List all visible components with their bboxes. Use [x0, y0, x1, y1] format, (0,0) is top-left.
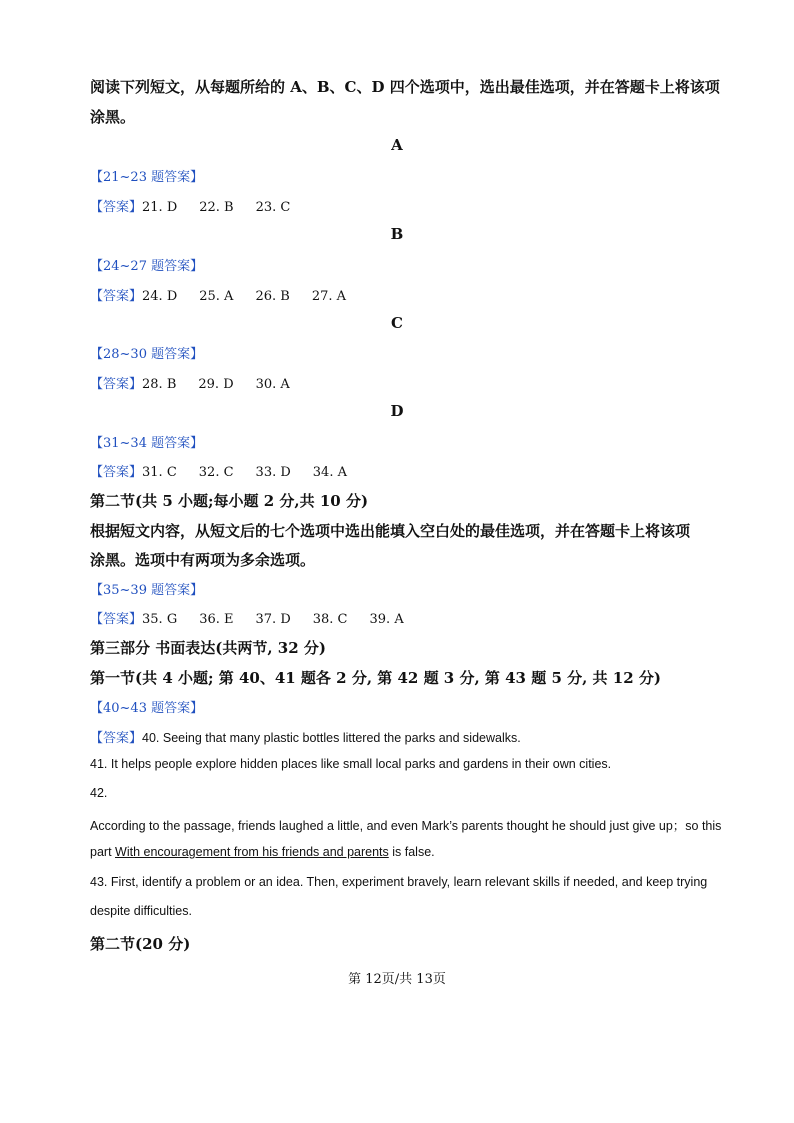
answer-item: 32. C — [198, 465, 234, 480]
answer-item: 36. E — [199, 612, 234, 627]
answer-42-underlined: With encouragement from his friends and parents — [115, 845, 389, 859]
answer-42-part: part — [90, 845, 116, 859]
answer-tag: 【答案】 — [90, 730, 143, 745]
section-c-letter: C — [391, 314, 403, 332]
section-d-letter: D — [390, 402, 404, 420]
answer-item: 30. A — [255, 377, 290, 392]
answer-item: 28. B — [142, 377, 177, 392]
section-d-answers — [90, 461, 369, 480]
answer-tag: 【答案】 — [90, 377, 143, 392]
answer-item: 22. B — [199, 200, 234, 215]
section-b-header: 【24~27 题答案】 — [90, 259, 204, 274]
answer-tag: 【答案】 — [90, 465, 143, 480]
section-b-letter: B — [390, 225, 404, 243]
part3-title: 第三部分 书面表达(共两节, 32 分) — [90, 639, 326, 657]
answer-42-number: 42. — [90, 786, 108, 800]
answer-42-line-2 — [90, 845, 435, 859]
section-b-answers — [90, 285, 368, 304]
section-c-answers — [90, 373, 312, 392]
answer-tag: 【答案】 — [90, 200, 143, 215]
answer-item: 31. C — [142, 465, 177, 480]
part3-section1-title: 第一节(共 4 小题; 第 40、41 题各 2 分, 第 42 题 3 分, 第 43 题 5 分, 共 12 分) — [90, 669, 661, 687]
answer-item: 26. B — [255, 289, 290, 304]
answer-item: 38. C — [312, 612, 348, 627]
part3-header: 【40~43 题答案】 — [90, 701, 204, 716]
answer-item: 29. D — [198, 377, 234, 392]
intro-line-2: 涂黑。 — [90, 108, 136, 126]
answer-item: 39. A — [369, 612, 404, 627]
part2-answers — [90, 608, 426, 627]
answer-42-end: is false. — [388, 845, 435, 859]
part3-section2-title: 第二节(20 分) — [90, 935, 191, 953]
answer-item: 37. D — [255, 612, 291, 627]
section-a-letter: A — [391, 136, 403, 154]
answer-item: 24. D — [142, 289, 178, 304]
answer-tag: 【答案】 — [90, 612, 143, 627]
part2-instruction-1: 根据短文内容，从短文后的七个选项中选出能填入空白处的最佳选项，并在答题卡上将该项 — [90, 522, 691, 540]
answer-item: 35. G — [142, 612, 178, 627]
section-d-header: 【31~34 题答案】 — [90, 436, 204, 451]
part2-header: 【35~39 题答案】 — [90, 583, 204, 598]
answer-43-line-2: despite difficulties. — [90, 904, 192, 918]
section-a-header: 【21~23 题答案】 — [90, 170, 204, 185]
intro-line-1: 阅读下列短文，从每题所给的 A、B、C、D 四个选项中，选出最佳选项，并在答题卡上将该项 — [90, 78, 720, 96]
answer-item: 21. D — [142, 200, 178, 215]
answer-item: 25. A — [199, 289, 234, 304]
page-footer: 第 12页/共 13页 — [348, 972, 446, 987]
part2-instruction-2: 涂黑。选项中有两项为多余选项。 — [90, 551, 316, 569]
answer-42-line-1: According to the passage, friends laughed a little, and even Mark’s parents thought he should just give up；so this — [90, 819, 722, 833]
answer-40 — [90, 727, 521, 746]
answer-43-line-1: 43. First, identify a problem or an idea. Then, experiment bravely, learn relevant skills if needed, and keep trying — [90, 875, 708, 889]
answer-40-text: 40. Seeing that many plastic bottles littered the parks and sidewalks. — [142, 731, 521, 745]
section-a-answers — [90, 196, 312, 215]
answer-item: 27. A — [311, 289, 347, 304]
answer-item: 33. D — [255, 465, 291, 480]
section-c-header: 【28~30 题答案】 — [90, 347, 204, 362]
answer-item: 34. A — [312, 465, 347, 480]
answer-tag: 【答案】 — [90, 289, 143, 304]
answer-item: 23. C — [255, 200, 291, 215]
part2-title: 第二节(共 5 小题;每小题 2 分,共 10 分) — [90, 492, 369, 510]
answer-41: 41. It helps people explore hidden places like small local parks and gardens in their own cities. — [90, 757, 612, 771]
